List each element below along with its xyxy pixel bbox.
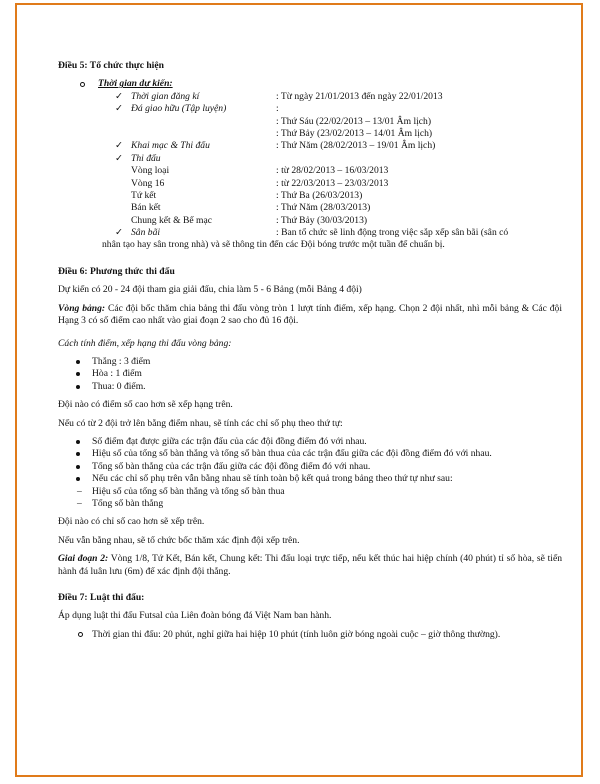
tiebreak-item: [58, 436, 562, 448]
schedule-label: Bán kết: [131, 202, 161, 214]
tiebreak-text: Hiệu số của tổng số bàn thắng và tổng số bàn thua của các trận đấu giữa các đội đồng điểm đó với nhau.: [92, 448, 492, 460]
checkmark-icon: ✓: [115, 227, 124, 239]
tiebreak-intro: Nếu có từ 2 đội trở lên bằng điểm nhau, sẽ tính các chỉ số phụ theo thứ tự:: [58, 417, 343, 429]
schedule-row: [58, 178, 562, 190]
tiebreak-text: Nếu các chỉ số phụ trên vẫn bằng nhau sẽ tính toàn bộ kết quả trong bảng theo thứ tự như sau:: [92, 473, 453, 485]
schedule-value: : từ 28/02/2013 – 16/03/2013: [276, 165, 389, 177]
stage-2-text: Vòng 1/8, Tứ Kết, Bán kết, Chung kết: Thi đấu loại trực tiếp, nếu kết thúc hai hiệp chính (40 phút) tỉ số hòa, sẽ tiến hành đá luân lưu (6m) để xác định đội thắng.: [58, 553, 562, 577]
checkmark-icon: ✓: [115, 90, 124, 102]
document-body: [58, 60, 562, 641]
stage-2-label: Giai đoạn 2:: [58, 553, 109, 565]
circle-bullet-icon: [80, 82, 85, 87]
checkmark-icon: ✓: [115, 152, 124, 164]
match-time-item: [58, 629, 562, 641]
schedule-value: :: [276, 103, 279, 115]
stage-2-paragraph: [58, 553, 562, 578]
schedule-row: [58, 153, 562, 165]
points-text: Thắng : 3 điểm: [92, 355, 151, 367]
schedule-title: Thời gian dự kiến:: [98, 78, 173, 90]
circle-bullet-icon: [78, 632, 83, 637]
schedule-value: : Thứ Ba (26/03/2013): [276, 189, 363, 201]
dash-item: [58, 498, 562, 510]
group-stage-label: Vòng bảng:: [58, 302, 106, 314]
schedule-row: [58, 227, 562, 239]
bullet-icon: [76, 465, 80, 469]
tiebreak-item: [58, 473, 562, 485]
points-list: [58, 356, 562, 393]
bullet-icon: [76, 360, 80, 364]
points-item: [58, 368, 562, 380]
schedule-label: Thi đấu: [131, 152, 161, 164]
schedule-label: Khai mạc & Thi đấu: [131, 140, 210, 152]
tiebreak-rules-list: [58, 436, 562, 486]
article-6-heading: Điều 6: Phương thức thi đấu: [58, 265, 175, 277]
schedule-label: Tứ kết: [131, 189, 157, 201]
bullet-icon: [76, 440, 80, 444]
scoring-title: Cách tính điểm, xếp hạng thi đấu vòng bảng:: [58, 337, 232, 349]
article-5-heading: Điều 5: Tổ chức thực hiện: [58, 60, 164, 71]
schedule-label: Đá giao hữu (Tập luyện): [131, 103, 227, 115]
tiebreak-dash-list: [58, 486, 562, 511]
dash-text: Tổng số bàn thắng: [92, 497, 164, 509]
schedule-value: : Thứ Sáu (22/02/2013 – 13/01 Âm lịch): [276, 115, 432, 127]
schedule-row: [58, 128, 562, 140]
tiebreak-item: [58, 461, 562, 473]
tiebreak-text: Số điểm đạt được giữa các trận đấu của các đội đồng điểm đó với nhau.: [92, 435, 367, 447]
schedule-value: : Thứ Bảy (30/03/2013): [276, 214, 368, 226]
schedule-row: [58, 202, 562, 214]
article-6-intro: Dự kiến có 20 - 24 đội tham gia giải đấu, chia làm 5 - 6 Bảng (mỗi Bảng 4 đội): [58, 284, 362, 296]
group-stage-text: Các đội bốc thăm chia bảng thi đấu vòng tròn 1 lượt tính điểm, xếp hạng. Chọn 2 đội nhất, nhì mỗi bảng & Các đội Hạng 3 có số điểm cao nhất vào giai đoạn 2 sao cho đủ 16 đội.: [58, 302, 563, 327]
schedule-label: Thời gian đăng kí: [131, 90, 200, 102]
tiebreak-text: Tổng số bàn thắng của các trận đấu giữa các đội đồng điểm đó với nhau.: [92, 460, 371, 472]
group-stage-paragraph: [58, 303, 562, 328]
bullet-icon: [76, 372, 80, 376]
dash-item: [58, 486, 562, 498]
venue-continuation: nhân tạo hay sân trong nhà) và sẽ thông tin đến các Đội bóng trước một tuần để chuẩn bị.: [102, 239, 445, 251]
schedule-label: Chung kết & Bế mạc: [131, 214, 212, 226]
schedule-row: [58, 140, 562, 152]
schedule-value: : Thứ Năm (28/02/2013 – 19/01 Âm lịch): [276, 140, 436, 152]
ranking-rule-1: Đội nào có điểm số cao hơn sẽ xếp hạng trên.: [58, 399, 233, 411]
schedule-title-row: [58, 78, 562, 90]
dash-text: Hiệu số của tổng số bàn thắng và tổng số bàn thua: [92, 485, 285, 497]
schedule-value: : Thứ Năm (28/03/2013): [276, 202, 371, 214]
schedule-row: [58, 103, 562, 115]
schedule-row: [58, 116, 562, 128]
schedule-row: [58, 215, 562, 227]
schedule-row: [58, 91, 562, 103]
schedule-row: [58, 190, 562, 202]
points-item: [58, 356, 562, 368]
match-time-text: Thời gian thi đấu: 20 phút, nghỉ giữa hai hiệp 10 phút (tính luôn giờ bóng ngoài cuộc – giờ thông thường).: [92, 628, 501, 640]
schedule-label: Vòng loại: [131, 165, 170, 177]
points-item: [58, 381, 562, 393]
points-text: Thua: 0 điểm.: [92, 380, 146, 392]
schedule-label: Vòng 16: [131, 177, 165, 189]
schedule-value: : từ 22/03/2013 – 23/03/2013: [276, 177, 389, 189]
bullet-icon: [76, 452, 80, 456]
article-7-heading: Điều 7: Luật thi đấu:: [58, 592, 145, 604]
article-7-intro: Áp dụng luật thi đấu Futsal của Liên đoàn bóng đá Việt Nam ban hành.: [58, 610, 332, 622]
points-text: Hòa : 1 điểm: [92, 368, 142, 380]
schedule-value: : Ban tổ chức sẽ linh động trong việc sắp xếp sân bãi (sân có: [276, 227, 509, 239]
schedule-table: [58, 91, 562, 240]
ranking-rule-3: Nếu vẫn bằng nhau, sẽ tổ chức bốc thăm xác định đội xếp trên.: [58, 534, 300, 546]
schedule-label: Sân bãi: [131, 227, 161, 239]
schedule-value: : Từ ngày 21/01/2013 đến ngày 22/01/2013: [276, 90, 443, 102]
checkmark-icon: ✓: [115, 103, 124, 115]
checkmark-icon: ✓: [115, 140, 124, 152]
ranking-rule-2: Đội nào có chỉ số cao hơn sẽ xếp trên.: [58, 516, 205, 528]
bullet-icon: [76, 477, 80, 481]
bullet-icon: [76, 385, 80, 389]
tiebreak-item: [58, 448, 562, 460]
dash-bullet-icon: –: [77, 485, 82, 497]
schedule-row: [58, 165, 562, 177]
dash-bullet-icon: –: [77, 497, 82, 509]
schedule-value: : Thứ Bảy (23/02/2013 – 14/01 Âm lịch): [276, 127, 433, 139]
